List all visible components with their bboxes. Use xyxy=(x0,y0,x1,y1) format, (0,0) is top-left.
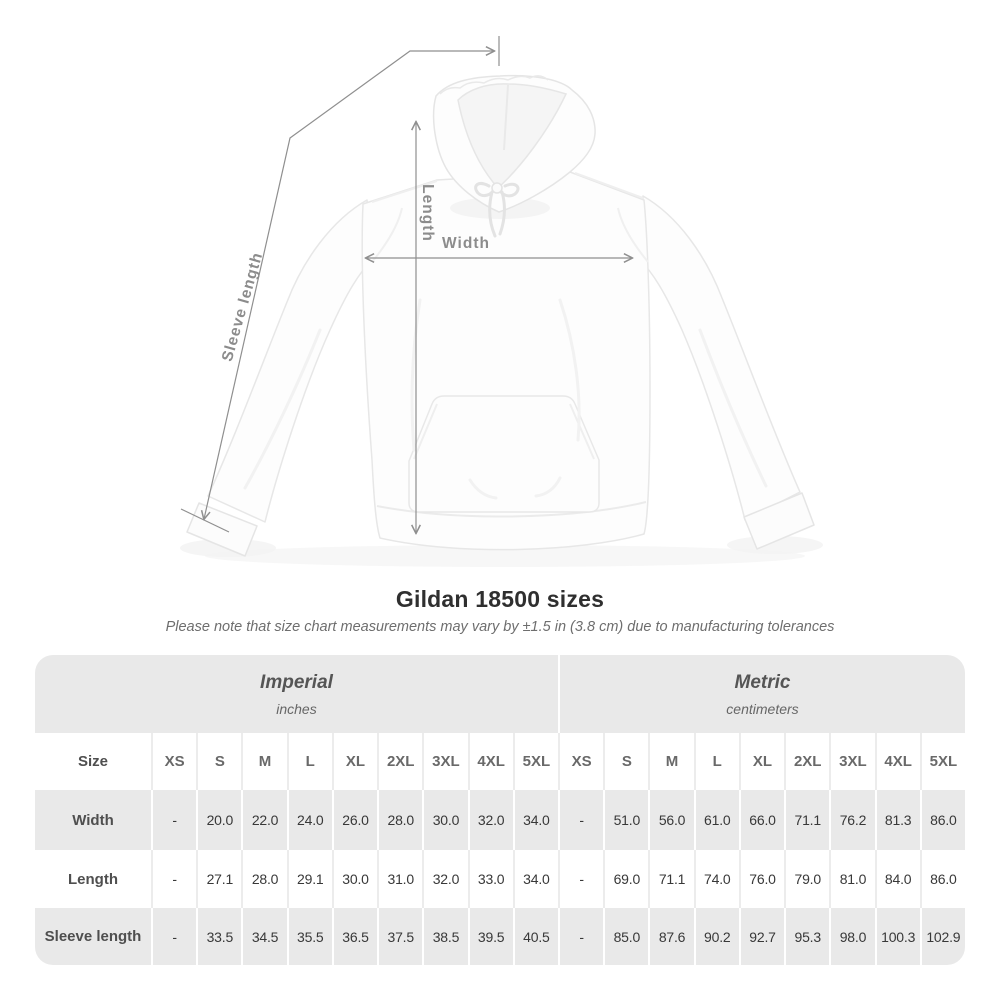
kangaroo-pocket xyxy=(409,396,599,512)
size-col-header-imperial: XL xyxy=(332,733,377,790)
size-col-header-metric: M xyxy=(648,733,693,790)
cell-imperial-value: - xyxy=(151,850,196,908)
imperial-label: Imperial xyxy=(260,671,333,693)
cell-metric-value: 51.0 xyxy=(603,790,648,850)
tolerance-note: Please note that size chart measurements may vary by ±1.5 in (3.8 cm) due to manufacturing tolerances xyxy=(165,619,835,635)
metric-header xyxy=(558,655,965,733)
cell-metric-value: 74.0 xyxy=(694,850,739,908)
cell-metric-value: - xyxy=(558,790,603,850)
cell-metric-value: 69.0 xyxy=(603,850,648,908)
size-col-header-imperial: 2XL xyxy=(377,733,422,790)
cell-metric-value: - xyxy=(558,850,603,908)
cell-metric-value: 71.1 xyxy=(648,850,693,908)
hoodie-illustration xyxy=(180,76,823,567)
imperial-header xyxy=(35,655,558,733)
cell-imperial-value: - xyxy=(151,790,196,850)
cell-metric-value: 86.0 xyxy=(920,790,965,850)
cell-imperial-value: 37.5 xyxy=(377,908,422,965)
cell-metric-value: 76.2 xyxy=(829,790,874,850)
width-label: Width xyxy=(442,235,490,252)
chart-heading xyxy=(0,586,1000,635)
metric-label: Metric xyxy=(734,671,791,693)
cell-metric-value: 85.0 xyxy=(603,908,648,965)
size-col-header-imperial: XS xyxy=(151,733,196,790)
imperial-unit: inches xyxy=(276,700,317,717)
cell-metric-value: 86.0 xyxy=(920,850,965,908)
size-col-header-metric: 2XL xyxy=(784,733,829,790)
cell-metric-value: 61.0 xyxy=(694,790,739,850)
cell-metric-value: 102.9 xyxy=(920,908,965,965)
row-label: Length xyxy=(68,870,118,888)
cell-metric-value: 92.7 xyxy=(739,908,784,965)
cell-imperial-value: 32.0 xyxy=(422,850,467,908)
page-title: Gildan 18500 sizes xyxy=(395,586,605,612)
cell-imperial-value: 31.0 xyxy=(377,850,422,908)
cell-metric-value: 95.3 xyxy=(784,908,829,965)
size-table xyxy=(35,655,965,965)
cell-imperial-value: 26.0 xyxy=(332,790,377,850)
cell-metric-value: 81.3 xyxy=(875,790,920,850)
cell-imperial-value: 34.0 xyxy=(513,790,558,850)
cell-imperial-value: - xyxy=(151,908,196,965)
cell-imperial-value: 34.5 xyxy=(241,908,286,965)
size-col-header-imperial: 3XL xyxy=(422,733,467,790)
size-row-label: Size xyxy=(77,753,108,770)
metric-unit: centimeters xyxy=(726,700,799,717)
cell-imperial-value: 29.1 xyxy=(287,850,332,908)
cell-imperial-value: 36.5 xyxy=(332,908,377,965)
cell-metric-value: 100.3 xyxy=(875,908,920,965)
size-col-header-metric: L xyxy=(694,733,739,790)
cell-imperial-value: 35.5 xyxy=(287,908,332,965)
sleeve-length-label: Sleeve length xyxy=(218,250,267,364)
cell-imperial-value: 27.1 xyxy=(196,850,241,908)
cell-metric-value: 79.0 xyxy=(784,850,829,908)
row-label: Sleeve length xyxy=(35,908,151,965)
size-col-header-imperial: S xyxy=(196,733,241,790)
length-label: Length xyxy=(418,184,436,242)
cell-imperial-value: 30.0 xyxy=(422,790,467,850)
cell-imperial-value: 34.0 xyxy=(513,850,558,908)
cell-metric-value: - xyxy=(558,908,603,965)
cell-metric-value: 81.0 xyxy=(829,850,874,908)
row-label: Width xyxy=(35,790,151,850)
size-col-header-metric: XS xyxy=(558,733,603,790)
hoodie-right-sleeve xyxy=(640,196,800,520)
size-col-header-imperial: 4XL xyxy=(468,733,513,790)
cell-imperial-value: 39.5 xyxy=(468,908,513,965)
size-col-header-imperial: L xyxy=(287,733,332,790)
size-col-header-imperial: M xyxy=(241,733,286,790)
size-col-header-metric: S xyxy=(603,733,648,790)
cell-metric-value: 76.0 xyxy=(739,850,784,908)
size-col-header-metric: XL xyxy=(739,733,784,790)
cell-metric-value: 87.6 xyxy=(648,908,693,965)
cell-imperial-value: 20.0 xyxy=(196,790,241,850)
size-col-header-metric: 5XL xyxy=(920,733,965,790)
size-col-header-metric: 3XL xyxy=(829,733,874,790)
cell-imperial-value: 22.0 xyxy=(241,790,286,850)
cell-imperial-value: 40.5 xyxy=(513,908,558,965)
cell-imperial-value: 33.5 xyxy=(196,908,241,965)
cell-imperial-value: 38.5 xyxy=(422,908,467,965)
cell-imperial-value: 30.0 xyxy=(332,850,377,908)
cell-metric-value: 56.0 xyxy=(648,790,693,850)
cell-imperial-value: 33.0 xyxy=(468,850,513,908)
cell-imperial-value: 28.0 xyxy=(377,790,422,850)
cell-metric-value: 71.1 xyxy=(784,790,829,850)
cell-imperial-value: 28.0 xyxy=(241,850,286,908)
cell-metric-value: 84.0 xyxy=(875,850,920,908)
cell-metric-value: 66.0 xyxy=(739,790,784,850)
drawstring-knot xyxy=(492,183,502,193)
cell-imperial-value: 24.0 xyxy=(287,790,332,850)
size-col-header-metric: 4XL xyxy=(875,733,920,790)
cell-metric-value: 98.0 xyxy=(829,908,874,965)
cell-metric-value: 90.2 xyxy=(694,908,739,965)
cell-imperial-value: 32.0 xyxy=(468,790,513,850)
size-col-header-imperial: 5XL xyxy=(513,733,558,790)
